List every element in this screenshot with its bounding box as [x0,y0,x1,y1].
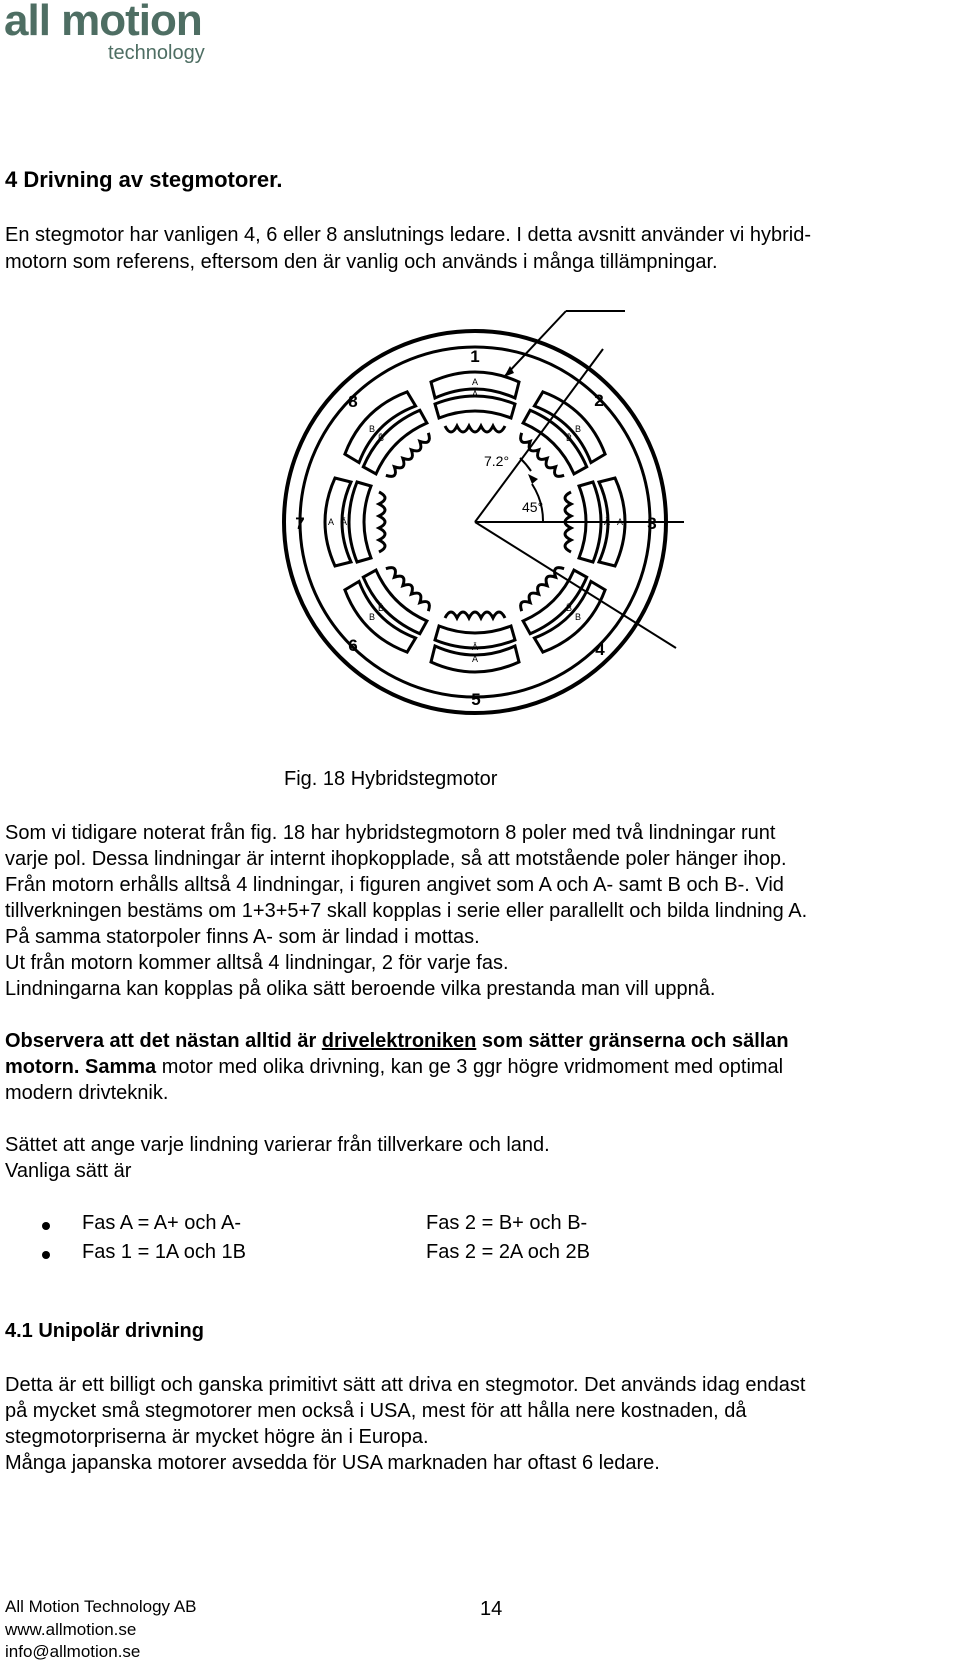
page-number: 14 [480,1598,503,1620]
company-logo [4,2,218,68]
pole-number-2: 2 [594,391,604,410]
winding-label: B̄ [565,603,573,613]
winding-label: A [327,517,335,527]
paragraph-line: på mycket små stegmotorer men också i USA, mest för att hålla nere kostnaden, då [5,1400,747,1422]
figure-caption: Fig. 18 Hybridstegmotor [284,768,498,790]
emphasis-line-2 [5,1054,783,1081]
winding-label: Ā [471,642,479,652]
paragraph-line: varje pol. Dessa lindningar är internt ihopkopplade, så att motstående poler hänger ihop. [5,848,787,870]
emphasis-underlined: drivelektroniken [321,1030,477,1052]
angle-label-small: 7.2° [484,453,510,469]
winding-label: B̄ [565,433,573,443]
paragraph-line: Många japanska motorer avsedda för USA marknaden har oftast 6 ledare. [5,1452,660,1474]
paragraph-line: tillverkningen bestäms om 1+3+5+7 skall kopplas i serie eller parallellt och bilda lindning A. [5,900,808,922]
footer-company: All Motion Technology AB [5,1597,197,1616]
pole-number-8: 8 [348,392,358,411]
list-item-right: Fas 2 = 2A och 2B [426,1241,590,1263]
list-item-left: Fas A = A+ och A- [82,1212,241,1234]
pole-number-7: 7 [295,514,305,533]
footer-website-link[interactable]: www.allmotion.se [5,1620,137,1639]
paragraph-line: Detta är ett billigt och ganska primitivt sätt att driva en stegmotor. Det används idag endast [5,1374,806,1396]
winding-label: A [471,377,479,387]
emphasis-line-1 [5,1028,789,1055]
emphasis-text: som sätter gränserna och sällan [476,1030,789,1052]
naming-line-1: Sättet att ange varje lindning varierar från tillverkare och land. [5,1134,550,1156]
winding-label: B̄ [377,603,385,613]
logo-tagline: technology [108,42,205,64]
footer-email-link[interactable]: info@allmotion.se [5,1642,141,1661]
angle-label-large: 45° [522,499,544,515]
paragraph-line: På samma statorpoler finns A- som är lindad i mottas. [5,926,480,948]
naming-line-2: Vanliga sätt är [5,1160,132,1182]
bullet-icon [42,1222,50,1230]
paragraph-line: Ut från motorn kommer alltså 4 lindningar, 2 för varje fas. [5,952,509,974]
subsection-heading: 4.1 Unipolär drivning [5,1320,204,1342]
winding-label: B [574,424,582,434]
intro-line-1: En stegmotor har vanligen 4, 6 eller 8 anslutnings ledare. I detta avsnitt använder vi hybrid- [5,224,812,246]
emphasis-rest: motor med olika drivning, kan ge 3 ggr högre vridmoment med optimal [156,1056,784,1078]
list-item-right: Fas 2 = B+ och B- [426,1212,588,1234]
section-heading: 4 Drivning av stegmotorer. [5,167,283,192]
paragraph-line: Lindningarna kan kopplas på olika sätt beroende vilka prestanda man vill uppnå. [5,978,716,1000]
emphasis-text: Observera att det nästan alltid är [5,1030,322,1052]
winding-label: Ā [603,517,611,527]
paragraph-line: Som vi tidigare noterat från fig. 18 har hybridstegmotorn 8 poler med två lindningar runt [5,822,776,844]
pole-number-5: 5 [471,690,481,709]
emphasis-bold: motorn. Samma [5,1056,157,1078]
winding-label: A [471,654,479,664]
winding-label: Ā [471,389,479,399]
intro-line-2: motorn som referens, eftersom den är vanlig och används i många tillämpningar. [5,251,718,273]
bullet-icon [42,1251,50,1259]
paragraph-line: Från motorn erhålls alltså 4 lindningar, i figuren angivet som A och A- samt B och B-. Vid [5,874,784,896]
pole-number-6: 6 [348,636,358,655]
list-item-left: Fas 1 = 1A och 1B [82,1241,246,1263]
winding-label: B [368,424,376,434]
winding-label: A [616,517,624,527]
emphasis-line-3: modern drivteknik. [5,1082,169,1104]
winding-label: B [368,612,376,622]
hybrid-stepper-motor-diagram [265,296,685,716]
paragraph-line: stegmotorpriserna är mycket högre än i Europa. [5,1426,429,1448]
logo-wordmark: all motion [4,0,202,45]
winding-label: B̄ [377,433,385,443]
winding-label: B [574,612,582,622]
pole-number-3: 3 [647,514,657,533]
winding-label: Ā [340,517,348,527]
pole-number-4: 4 [595,640,605,659]
pole-number-1: 1 [470,347,480,366]
